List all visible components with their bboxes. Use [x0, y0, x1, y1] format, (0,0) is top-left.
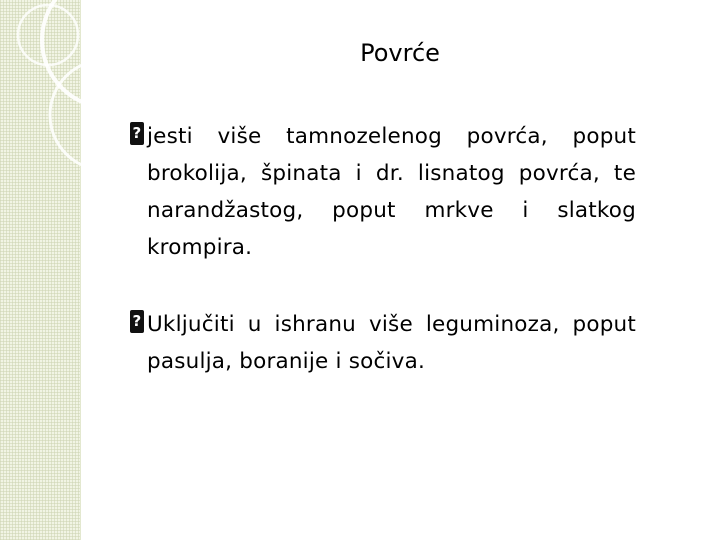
bullet-text: Uključiti u ishranu više leguminoza, poput pasulja, boranije i sočiva. [147, 312, 636, 374]
bullet-marker-icon: ? [130, 310, 144, 333]
decorative-rings [0, 0, 150, 170]
bullet-item [130, 118, 636, 266]
bullet-item [130, 306, 636, 380]
slide-content [130, 118, 636, 420]
bullet-text: jesti više tamnozelenog povrća, poput brokolija, špinata i dr. lisnatog povrća, te narandžastog, poput mrkve i slatkog krompira. [147, 124, 636, 260]
bullet-marker-icon: ? [130, 122, 144, 145]
slide-title: Povrće [360, 39, 440, 67]
